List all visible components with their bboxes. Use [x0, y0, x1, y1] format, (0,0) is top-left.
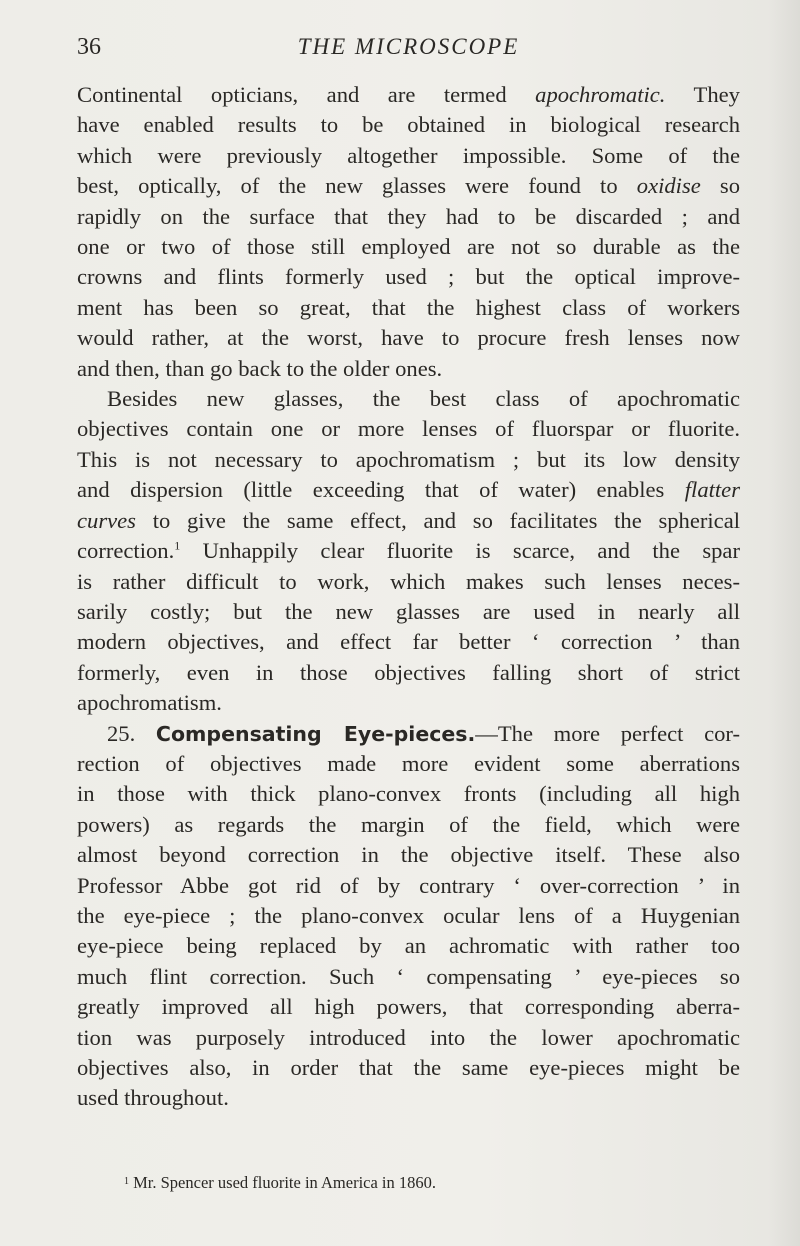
text-run: to give the same effect, and so facilitates the spherical	[135, 507, 740, 533]
italic-term: flatter	[684, 477, 740, 503]
italic-term: apochromatic.	[535, 82, 666, 107]
text-line: the eye-piece ; the plano-convex ocular lens of a Huygenian	[77, 902, 740, 928]
text-line: Besides new glasses, the best class of apochromatic	[107, 386, 740, 412]
section-heading-line	[77, 719, 740, 749]
section-title: Compensating Eye-pieces.	[155, 721, 476, 746]
text-line: almost beyond correction in the objective itself. These also	[77, 842, 740, 868]
text-run: so	[700, 173, 740, 199]
text-line	[77, 506, 740, 536]
text-run: Continental opticians, and are termed	[77, 82, 536, 107]
page-header	[77, 34, 740, 66]
text-line: apochromatism.	[77, 690, 222, 716]
text-line: objectives contain one or more lenses of fluorspar or fluorite.	[77, 416, 740, 442]
text-line: objectives also, in order that the same eye-pieces might be	[77, 1055, 740, 1080]
text-line: much flint correction. Such ‘ compensating ’ eye-pieces so	[77, 963, 740, 989]
text-run: —The more perfect cor-	[475, 720, 741, 746]
text-line	[77, 536, 740, 566]
running-title: THE MICROSCOPE	[297, 34, 520, 59]
text-line	[77, 475, 740, 505]
text-run: They	[665, 82, 740, 107]
text-run: and dispersion (little exceeding that of water) enables	[77, 477, 685, 503]
text-run: Unhappily clear fluorite is scarce, and the spar	[180, 538, 740, 564]
text-line: crowns and flints formerly used ; but the optical improve-	[77, 264, 740, 290]
text-line: is rather difficult to work, which makes such lenses neces-	[77, 568, 740, 594]
text-line: in those with thick plano-convex fronts (including all high	[77, 781, 740, 807]
text-line: would rather, at the worst, have to procure fresh lenses now	[77, 325, 740, 351]
text-line: powers) as regards the margin of the field, which were	[77, 811, 740, 837]
text-line: have enabled results to be obtained in biological research	[77, 112, 740, 138]
text-run: correction.	[77, 538, 175, 564]
text-line: and then, than go back to the older ones.	[77, 355, 443, 381]
text-line	[77, 80, 740, 110]
italic-term: oxidise	[636, 173, 701, 199]
text-line: sarily costly; but the new glasses are used in nearly all	[77, 598, 740, 624]
footnote	[124, 1172, 744, 1194]
text-line: one or two of those still employed are not so durable as the	[77, 234, 740, 260]
text-line: used throughout.	[77, 1085, 229, 1111]
text-line: Professor Abbe got rid of by contrary ‘ over-correction ’ in	[77, 872, 740, 898]
section-number: 25.	[107, 720, 156, 746]
footnote-ref: 1	[174, 538, 181, 553]
text-line: tion was purposely introduced into the lower apochromatic	[77, 1024, 740, 1050]
text-line: rection of objectives made more evident some aberrations	[77, 750, 740, 776]
text-line: ment has been so great, that the highest class of workers	[77, 294, 740, 320]
body-text	[77, 80, 740, 1114]
text-run: best, optically, of the new glasses were found to	[77, 173, 637, 199]
text-line	[77, 171, 740, 201]
text-line: greatly improved all high powers, that corresponding aberra-	[77, 994, 740, 1020]
text-line: eye-piece being replaced by an achromatic with rather too	[77, 933, 740, 959]
page-number: 36	[77, 34, 101, 60]
text-line: rapidly on the surface that they had to be discarded ; and	[77, 203, 740, 229]
footnote-text: Mr. Spencer used fluorite in America in 1860.	[129, 1173, 437, 1192]
footnote-marker: 1	[124, 1176, 129, 1187]
text-line: formerly, even in those objectives falling short of strict	[77, 659, 740, 685]
text-line: which were previously altogether impossible. Some of the	[77, 142, 740, 168]
text-line: This is not necessary to apochromatism ; but its low density	[77, 446, 740, 472]
italic-term: curves	[77, 507, 136, 533]
text-line: modern objectives, and effect far better ‘ correction ’ than	[77, 629, 740, 655]
